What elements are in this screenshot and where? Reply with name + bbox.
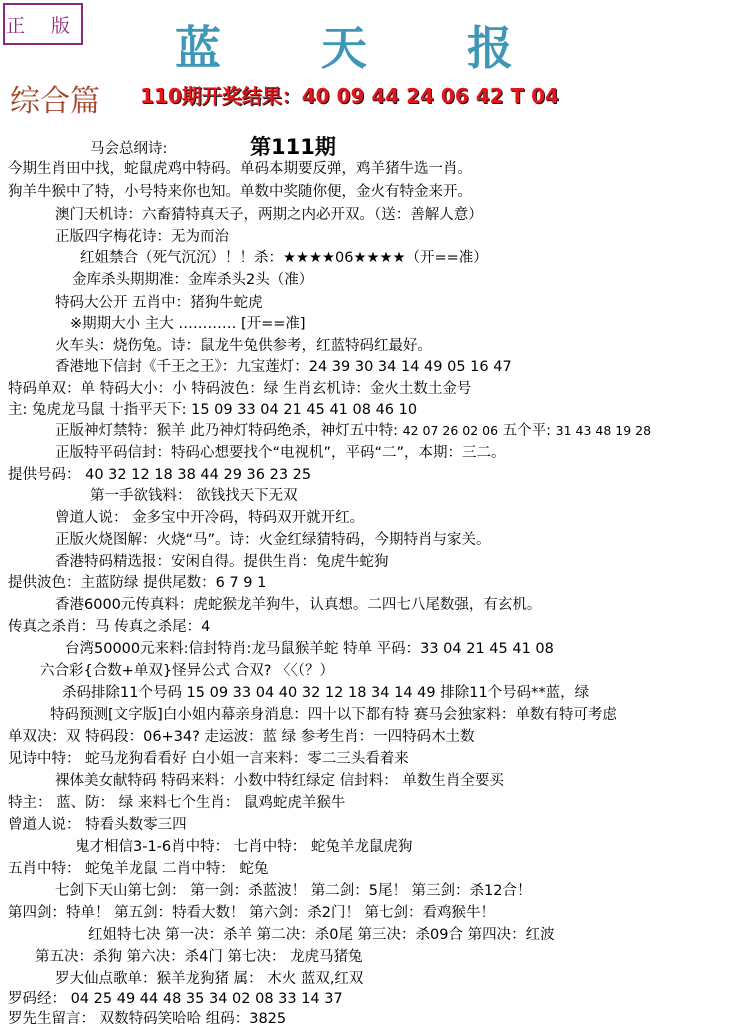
text-line: 第一手欲钱料： 欲钱找天下无双 [90, 488, 298, 504]
text-segment: 五个平: [502, 423, 552, 439]
text-line: 香港6000元传真料：虎蛇猴龙羊狗牛，认真想。二四七八尾数强，有玄机。 [55, 597, 542, 613]
text-line [55, 422, 651, 440]
draw-result: 110期开奖结果：40 09 44 24 06 42 T 04 [140, 84, 559, 108]
text-line: 提供号码： 40 32 12 18 38 44 29 36 23 25 [8, 467, 312, 483]
text-segment: 42 07 26 02 06 [402, 423, 499, 438]
text-line: 裸体美女献特码 特码来料：小数中特红绿定 信封料： 单数生肖全要买 [55, 773, 504, 789]
text-line: 曾道人说： 特看头数零三四 [8, 817, 187, 833]
text-line: 香港特码精选报：安闲自得。提供生肖：兔虎牛蛇狗 [55, 554, 389, 570]
text-line: 六合彩{合数+单双}怪异公式 合双? 〈〈（？） [40, 663, 335, 679]
text-line: 今期生肖田中找，蛇鼠虎鸡中特码。单码本期要反弹，鸡羊猪牛选一肖。 [8, 161, 472, 177]
text-line: 见诗中特： 蛇马龙狗看看好 白小姐一言来料：零二三头看着来 [8, 751, 409, 767]
page-title: 蓝 天 报 [174, 21, 556, 75]
text-line: 特主： 蓝、防： 绿 来料七个生肖： 鼠鸡蛇虎羊猴牛 [8, 795, 346, 811]
text-line: 正版火烧图解：火烧“马”。诗：火金红绿猜特码，今期特肖与家关。 [55, 532, 491, 548]
text-segment: 31 43 48 19 28 [555, 423, 652, 438]
text-line: 火车头：烧伤兔。诗：鼠龙牛兔供参考，红蓝特码红最好。 [55, 338, 432, 354]
text-line: 罗大仙点歌单：猴羊龙狗猪 属： 木火 蓝双,红双 [55, 971, 364, 987]
issue-number: 第111期 [250, 135, 336, 159]
text-line: 正版特平码信封：特码心想要找个“电视机”，平码“二”，本期：三二。 [55, 445, 506, 461]
text-line: 五肖中特： 蛇兔羊龙鼠 二肖中特： 蛇兔 [8, 861, 269, 877]
text-line: 正版四字梅花诗：无为而治 [55, 229, 229, 245]
text-line: 第五决：杀狗 第六决：杀4门 第七决： 龙虎马猪兔 [35, 949, 363, 965]
text-line: 传真之杀肖：马 传真之杀尾：4 [8, 619, 211, 635]
text-segment: 正版神灯禁特：猴羊 此乃神灯特码绝杀，神灯五中特: [55, 423, 398, 439]
text-line: 特码大公开 五肖中：猪狗牛蛇虎 [55, 295, 263, 311]
text-line: 第四剑：特单！ 第五剑：特看大数！ 第六剑：杀2门！ 第七剑：看鸡猴牛！ [8, 905, 496, 921]
zhengban-badge: 正 版 [3, 3, 83, 45]
text-line: 罗先生留言： 双数特码笑哈哈 组码：3825 [8, 1011, 287, 1027]
text-line: ※期期大小 主大 ………… [开==准] [70, 316, 306, 332]
text-line: 主: 兔虎龙马鼠 十指平天下: 15 09 33 04 21 45 41 08 46 10 [8, 402, 418, 418]
text-line: 台湾50000元来料:信封特肖:龙马鼠猴羊蛇 特单 平码：33 04 21 45 41 08 [65, 641, 554, 657]
text-line: 提供波色：主蓝防绿 提供尾数：6 7 9 1 [8, 575, 267, 591]
text-line: 金库杀头期期准：金库杀头2头（准） [72, 272, 314, 288]
text-line: 杀码排除11个号码 15 09 33 04 40 32 12 18 34 14 49 排除11个号码**蓝，绿 [62, 685, 590, 701]
text-line: 马会总纲诗: [90, 141, 168, 157]
text-line: 特码单双：单 特码大小：小 特码波色：绿 生肖玄机诗：金火土数土金号 [8, 381, 472, 397]
text-line: 曾道人说： 金多宝中开冷码，特码双开就开红。 [55, 510, 365, 526]
text-line: 特码预测[文字版]白小姐内幕亲身消息：四十以下都有特 赛马会独家料：单数有特可考虑 [50, 707, 617, 723]
text-line: 鬼才相信3-1-6肖中特： 七肖中特： 蛇兔羊龙鼠虎狗 [75, 839, 413, 855]
text-line: 澳门天机诗：六畜猜特真天子，两期之内必开双。（送：善解人意） [55, 207, 483, 223]
text-line: 红姐禁合（死气沉沉）！！杀：★★★★06★★★★（开==准） [80, 250, 488, 266]
section-label: 综合篇 [10, 84, 100, 119]
text-line: 红姐特七决 第一决：杀羊 第二决：杀0尾 第三决：杀09合 第四决：红波 [88, 927, 555, 943]
text-line: 罗码经： 04 25 49 44 48 35 34 02 08 33 14 37 [8, 991, 343, 1007]
text-line: 七剑下天山第七剑： 第一剑：杀蓝波！ 第二剑：5尾！ 第三剑：杀12合！ [55, 883, 532, 899]
text-line: 单双决：双 特码段：06+34? 走运波：蓝 绿 参考生肖：一四特码木土数 [8, 729, 475, 745]
text-line: 香港地下信封《千王之王》：九宝莲灯：24 39 30 34 14 49 05 16 47 [55, 359, 512, 375]
text-line: 狗羊牛猴中了特，小号特来你也知。单数中奖随你便，金火有特金来开。 [8, 184, 472, 200]
